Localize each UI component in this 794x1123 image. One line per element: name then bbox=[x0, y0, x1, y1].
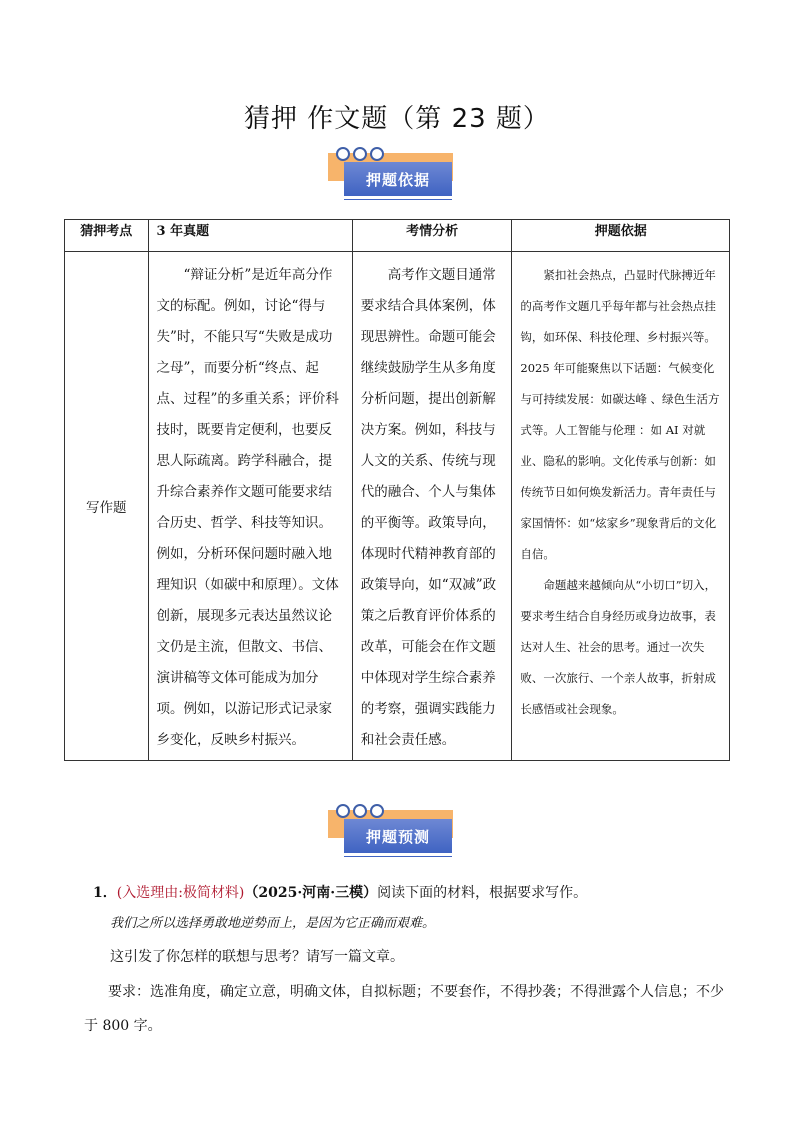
section-badge-basis bbox=[328, 146, 458, 208]
table-row bbox=[65, 252, 730, 761]
header-topic: 猜押考点 bbox=[65, 220, 149, 252]
question-reason: (入选理由:极简材料) bbox=[116, 885, 245, 901]
section-badge-prediction bbox=[328, 803, 458, 865]
badge-label: 押题预测 bbox=[344, 819, 452, 853]
question-number: 1． bbox=[93, 885, 117, 901]
question-prompt: 这引发了你怎样的联想与思考？请写一篇文章。 bbox=[110, 949, 404, 965]
cell-basis bbox=[512, 252, 730, 761]
badge-underline bbox=[344, 856, 452, 857]
question-instruction: 阅读下面的材料，根据要求写作。 bbox=[377, 885, 588, 901]
header-past-exams: 3 年真题 bbox=[148, 220, 352, 252]
question-source: （2025·河南·三模） bbox=[244, 885, 378, 901]
badge-label: 押题依据 bbox=[344, 162, 452, 196]
question-material: 我们之所以选择勇敢地逆势而上，是因为它正确而艰难。 bbox=[110, 916, 436, 931]
basis-text-1: 紧扣社会热点，凸显时代脉搏近年的高考作文题几乎每年都与社会热点挂钩，如环保、科技伦理、乡村振兴等。2025 年可能聚焦以下话题：气候变化与可持续发展：如碳达峰 、绿色生活方式等。人工智能与伦理 ：如 AI 对就业、隐私的影响。文化传承与创新：如传统节日如何焕发新活力。青年责任与家国情怀：如“炫家乡”现象背后的文化自信。 bbox=[520, 268, 720, 561]
header-analysis: 考情分析 bbox=[352, 220, 512, 252]
page-title: 猜押 作文题（第 23 题） bbox=[244, 104, 550, 134]
question-line bbox=[93, 882, 587, 902]
cell-topic: 写作题 bbox=[65, 252, 149, 761]
header-basis: 押题依据 bbox=[512, 220, 730, 252]
table-header-row bbox=[65, 220, 730, 252]
past-exams-text: “辩证分析”是近年高分作文的标配。例如，讨论“得与失”时，不能只写“失败是成功之母”，而要分析“终点、起点、过程”的多重关系；评价科技时，既要肯定便利，也要反思人际疏离。跨学科融合，提升综合素养作文题可能要求结合历史、哲学、科技等知识。例如，分析环保问题时融入地理知识（如碳中和原理）。文体创新，展现多元表达虽然议论文仍是主流，但散文、书信、演讲稿等文体可能成为加分项。例如，以游记形式记录家乡变化，反映乡村振兴。 bbox=[156, 267, 339, 748]
cell-analysis bbox=[352, 252, 512, 761]
basis-text-2: 命题越来越倾向从“小切口”切入，要求考生结合自身经历或身边故事，表达对人生、社会的思考。通过一次失败、一次旅行、一个亲人故事，折射成长感悟或社会现象。 bbox=[520, 578, 717, 716]
cell-past-exams bbox=[148, 252, 352, 761]
question-requirements: 要求：选准角度，确定立意，明确文体，自拟标题；不要套作，不得抄袭；不得泄露个人信息；不少于 800 字。 bbox=[84, 984, 724, 1034]
badge-underline bbox=[344, 199, 452, 200]
analysis-table bbox=[64, 219, 730, 761]
analysis-text: 高考作文题目通常要求结合具体案例，体现思辨性。命题可能会继续鼓励学生从多角度分析问题，提出创新解决方案。例如，科技与人文的关系、传统与现代的融合、个人与集体的平衡等。政策导向，体现时代精神教育部的政策导向，如“双减”政策之后教育评价体系的改革，可能会在作文题中体现对学生综合素养的考察，强调实践能力和社会责任感。 bbox=[360, 267, 497, 748]
